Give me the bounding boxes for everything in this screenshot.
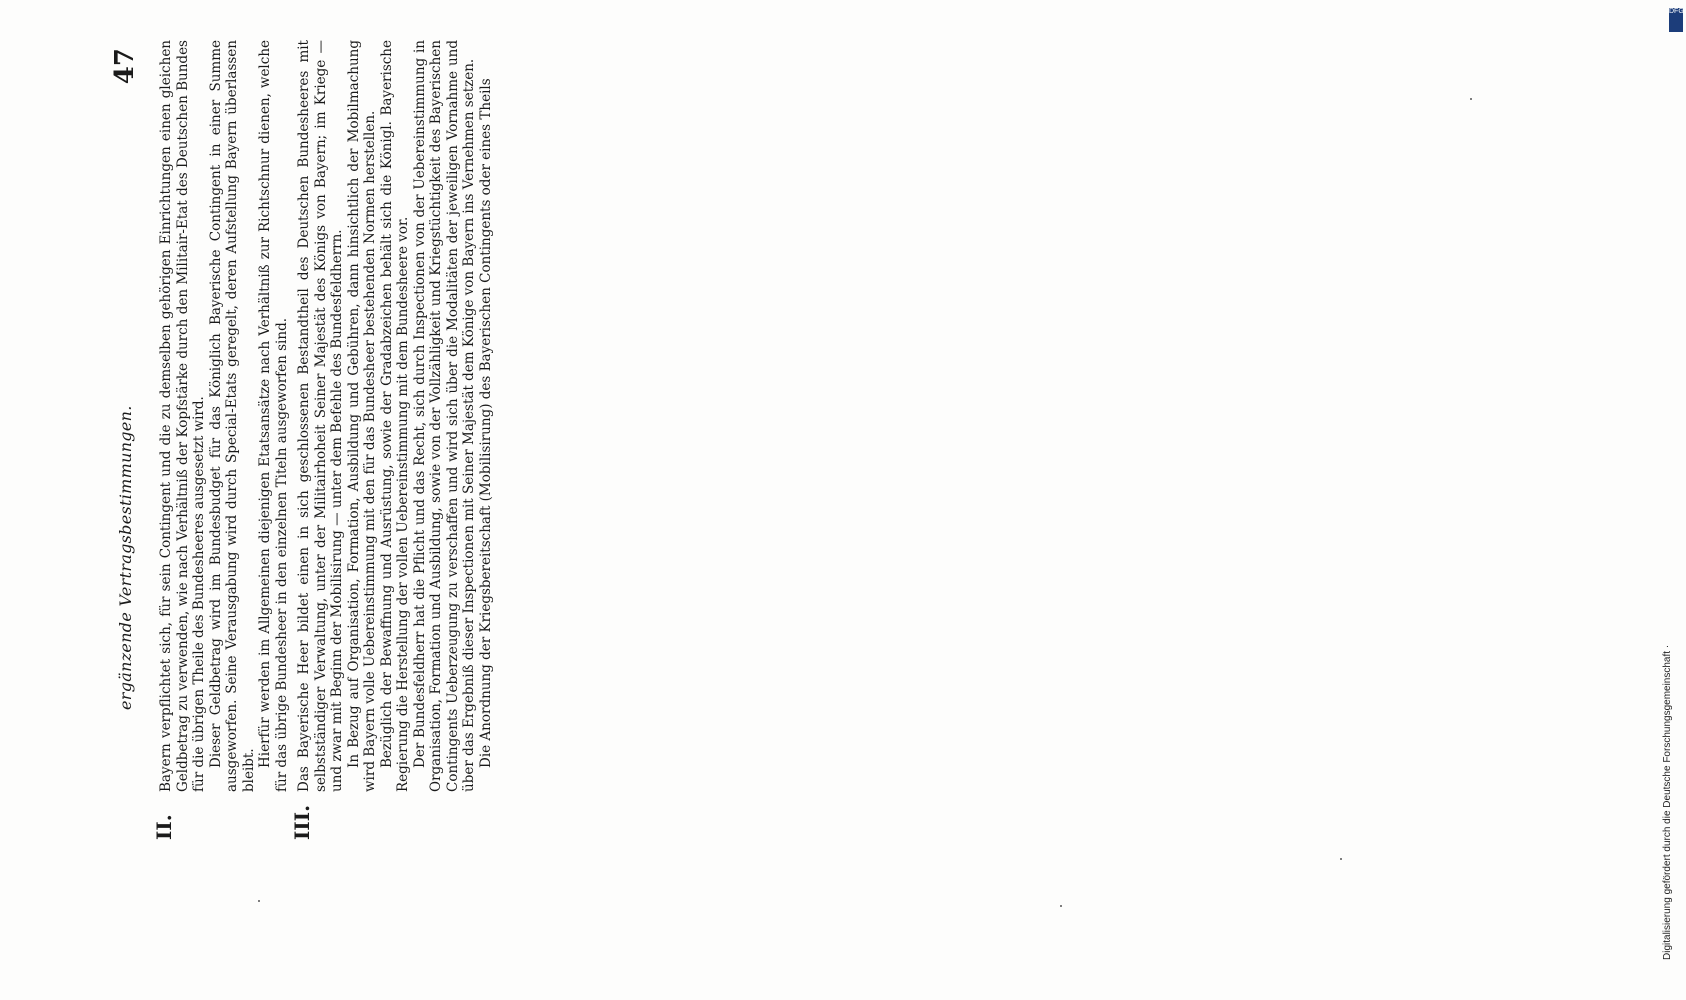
- section-ii: [152, 40, 290, 840]
- scan-speck: [1340, 858, 1342, 860]
- paragraph: Das Bayerische Heer bildet einen in sich geschlossenen Bestandtheil des Deutschen Bundesheeres mit selbstständiger Verwaltung, unter der Militairhoheit Seiner Majestät des Königs von Bayern; im Kriege — und zwar mit Beginn der Mobilisirung — unter dem Befehle des Bundesfeldherrn.: [296, 40, 345, 792]
- paragraph: Die Anordnung der Kriegsbereitschaft (Mobilisirung) des Bayerischen Contingents oder eines Theils: [477, 78, 494, 768]
- scan-speck: [1470, 98, 1472, 100]
- digitization-credit-text: Digitalisierung gefördert durch die Deutsche Forschungsgemeinschaft ·: [1662, 644, 1673, 960]
- page-number: 47: [110, 48, 140, 85]
- section-number: III.: [290, 804, 314, 840]
- paragraph: Dieser Geldbetrag wird im Bundesbudget für das Königlich Bayerische Contingent in einer Summe ausgeworfen. Seine Verausgabung wird durch Special-Etats geregelt, deren Aufstellung Bayern überlassen bleibt.: [207, 40, 257, 792]
- digitization-credit: [1660, 30, 1678, 960]
- section-number: II.: [152, 814, 176, 840]
- paragraph: Hierfür werden im Allgemeinen diejenigen Etatsansätze nach Verhältniß zur Richtschnur dienen, welche für das übrige Bundesheer in den einzelnen Titeln ausgeworfen sind.: [257, 40, 290, 792]
- paragraph: Der Bundesfeldherr hat die Pflicht und das Recht, sich durch Inspectionen von der Uebereinstimmung in Organisation, Formation und Ausbildung, sowie von der Vollzähligkeit und Kriegstüchtigkeit des Bayerischen Contingents Ueberzeugung zu verschaffen und wird sich über die Modalitäten der jeweiligen Vornahme und über das Ergebniß dieser Inspectionen mit Seiner Majestät dem Könige von Bayern ins Vernehmen setzen.: [411, 40, 477, 792]
- page-header: [110, 40, 150, 840]
- scan-speck: [1060, 905, 1062, 907]
- dfg-logo: DFG: [1669, 8, 1683, 32]
- rotated-page-content: [110, 40, 494, 840]
- paragraph: Bayern verpflichtet sich, für sein Contingent und die zu demselben gehörigen Einrichtungen einen gleichen Geldbetrag zu verwenden, wie nach Verhältniß der Kopfstärke durch den Militair-Etat des Deutschen Bundes für die übrigen Theile des Bundesheeres ausgesetzt wird.: [158, 40, 207, 792]
- section-iii: [290, 40, 494, 840]
- running-head: ergänzende Vertragsbestimmungen.: [116, 405, 135, 710]
- paragraph: Bezüglich der Bewaffnung und Ausrüstung, sowie der Gradabzeichen behält sich die Königl. Bayerische Regierung die Herstellung der vollen Uebereinstimmung mit dem Bundesheere vor.: [378, 40, 411, 792]
- paragraph: In Bezug auf Organisation, Formation, Ausbildung und Gebühren, dann hinsichtlich der Mobilmachung wird Bayern volle Uebereinstimmung mit den für das Bundesheer bestehenden Normen herstellen.: [345, 40, 378, 792]
- document-body: [152, 40, 500, 840]
- scan-speck: [258, 900, 260, 902]
